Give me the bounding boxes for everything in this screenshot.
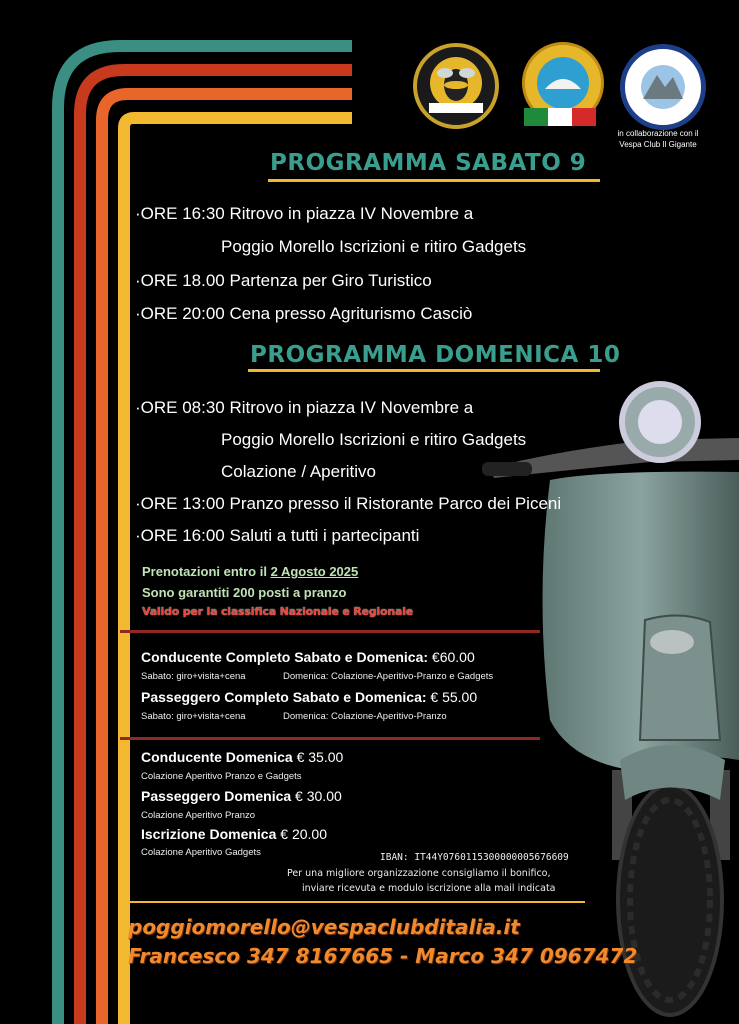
price-label: Iscrizione Domenica xyxy=(141,826,277,842)
sunday-item: Poggio Morello Iscrizioni e ritiro Gadgets xyxy=(221,430,527,449)
italian-flag-ribbon xyxy=(524,108,596,126)
price-label: Passeggero Completo Sabato e Domenica: xyxy=(141,689,427,705)
poggio-morello-logo xyxy=(413,43,499,129)
price-label: Conducente Domenica xyxy=(141,749,293,765)
bee-icon xyxy=(417,47,495,125)
sunday-item: ·ORE 13:00 Pranzo presso il Ristorante Parco dei Piceni xyxy=(135,494,562,513)
price-value: € 20.00 xyxy=(276,826,327,842)
booking-date: 2 Agosto 2025 xyxy=(270,564,359,579)
payment-note-1: Per una migliore organizzazione consigliamo il bonifico, xyxy=(287,868,551,879)
valid-note: Valido per la classifica Nazionale e Regionale xyxy=(142,605,414,618)
vespa-club-il-gigante-logo xyxy=(620,44,706,130)
sunday-title: PROGRAMMA DOMENICA 10 xyxy=(250,342,621,368)
booking-prefix: Prenotazioni entro il xyxy=(142,564,271,579)
price-passenger-full xyxy=(141,689,477,705)
sunday-item: ·ORE 16:00 Saluti a tutti i partecipanti xyxy=(135,526,420,545)
section-divider xyxy=(120,630,540,633)
price-sub: Colazione Aperitivo Pranzo xyxy=(141,810,256,821)
section-divider xyxy=(120,901,585,903)
price-driver-full xyxy=(141,649,475,665)
sunday-underline xyxy=(248,369,600,372)
contact-email[interactable]: poggiomorello@vespaclubditalia.it xyxy=(128,915,520,939)
saturday-underline xyxy=(268,179,600,182)
saturday-item: Poggio Morello Iscrizioni e ritiro Gadgets xyxy=(221,237,527,256)
collab-line-1: in collaborazione con il xyxy=(617,129,699,138)
price-sub-left: Sabato: giro+visita+cena xyxy=(141,671,246,682)
saturday-title: PROGRAMMA SABATO 9 xyxy=(270,150,587,176)
payment-note-2: inviare ricevuta e modulo iscrizione alla mail indicata xyxy=(302,883,556,894)
price-value: € 55.00 xyxy=(426,689,478,705)
price-sub: Colazione Aperitivo Pranzo e Gadgets xyxy=(141,771,302,782)
sunday-item: ·ORE 08:30 Ritrovo in piazza IV Novembre a xyxy=(135,398,474,417)
section-divider xyxy=(120,737,540,740)
iban: IBAN: IT44Y0760115300000005676609 xyxy=(380,852,569,863)
sunday-item: Colazione / Aperitivo xyxy=(221,462,376,481)
price-sub-left: Sabato: giro+visita+cena xyxy=(141,711,246,722)
price-registration-sunday xyxy=(141,826,327,842)
saturday-item: ·ORE 16:30 Ritrovo in piazza IV Novembre a xyxy=(135,204,474,223)
price-sub-right: Domenica: Colazione-Aperitivo-Pranzo xyxy=(283,711,447,722)
price-passenger-sunday xyxy=(141,788,342,804)
collab-line-2: Vespa Club Il Gigante xyxy=(619,140,697,149)
price-label: Conducente Completo Sabato e Domenica: xyxy=(141,649,429,665)
collaboration-note xyxy=(608,128,708,150)
saturday-item: ·ORE 20:00 Cena presso Agriturismo Casciò xyxy=(135,304,473,323)
contact-phones[interactable]: Francesco 347 8167665 - Marco 347 0967472 xyxy=(128,944,638,968)
price-value: € 35.00 xyxy=(292,749,344,765)
guaranteed-note: Sono garantiti 200 posti a pranzo xyxy=(142,585,347,600)
price-label: Passeggero Domenica xyxy=(141,788,292,804)
price-value: €60.00 xyxy=(428,649,475,665)
booking-note xyxy=(142,564,358,579)
price-driver-sunday xyxy=(141,749,343,765)
price-sub: Colazione Aperitivo Gadgets xyxy=(141,847,261,858)
price-value: € 30.00 xyxy=(291,788,342,804)
mountain-icon xyxy=(625,49,701,125)
price-sub-right: Domenica: Colazione-Aperitivo-Pranzo e Gadgets xyxy=(283,671,494,682)
saturday-item: ·ORE 18.00 Partenza per Giro Turistico xyxy=(135,271,432,290)
